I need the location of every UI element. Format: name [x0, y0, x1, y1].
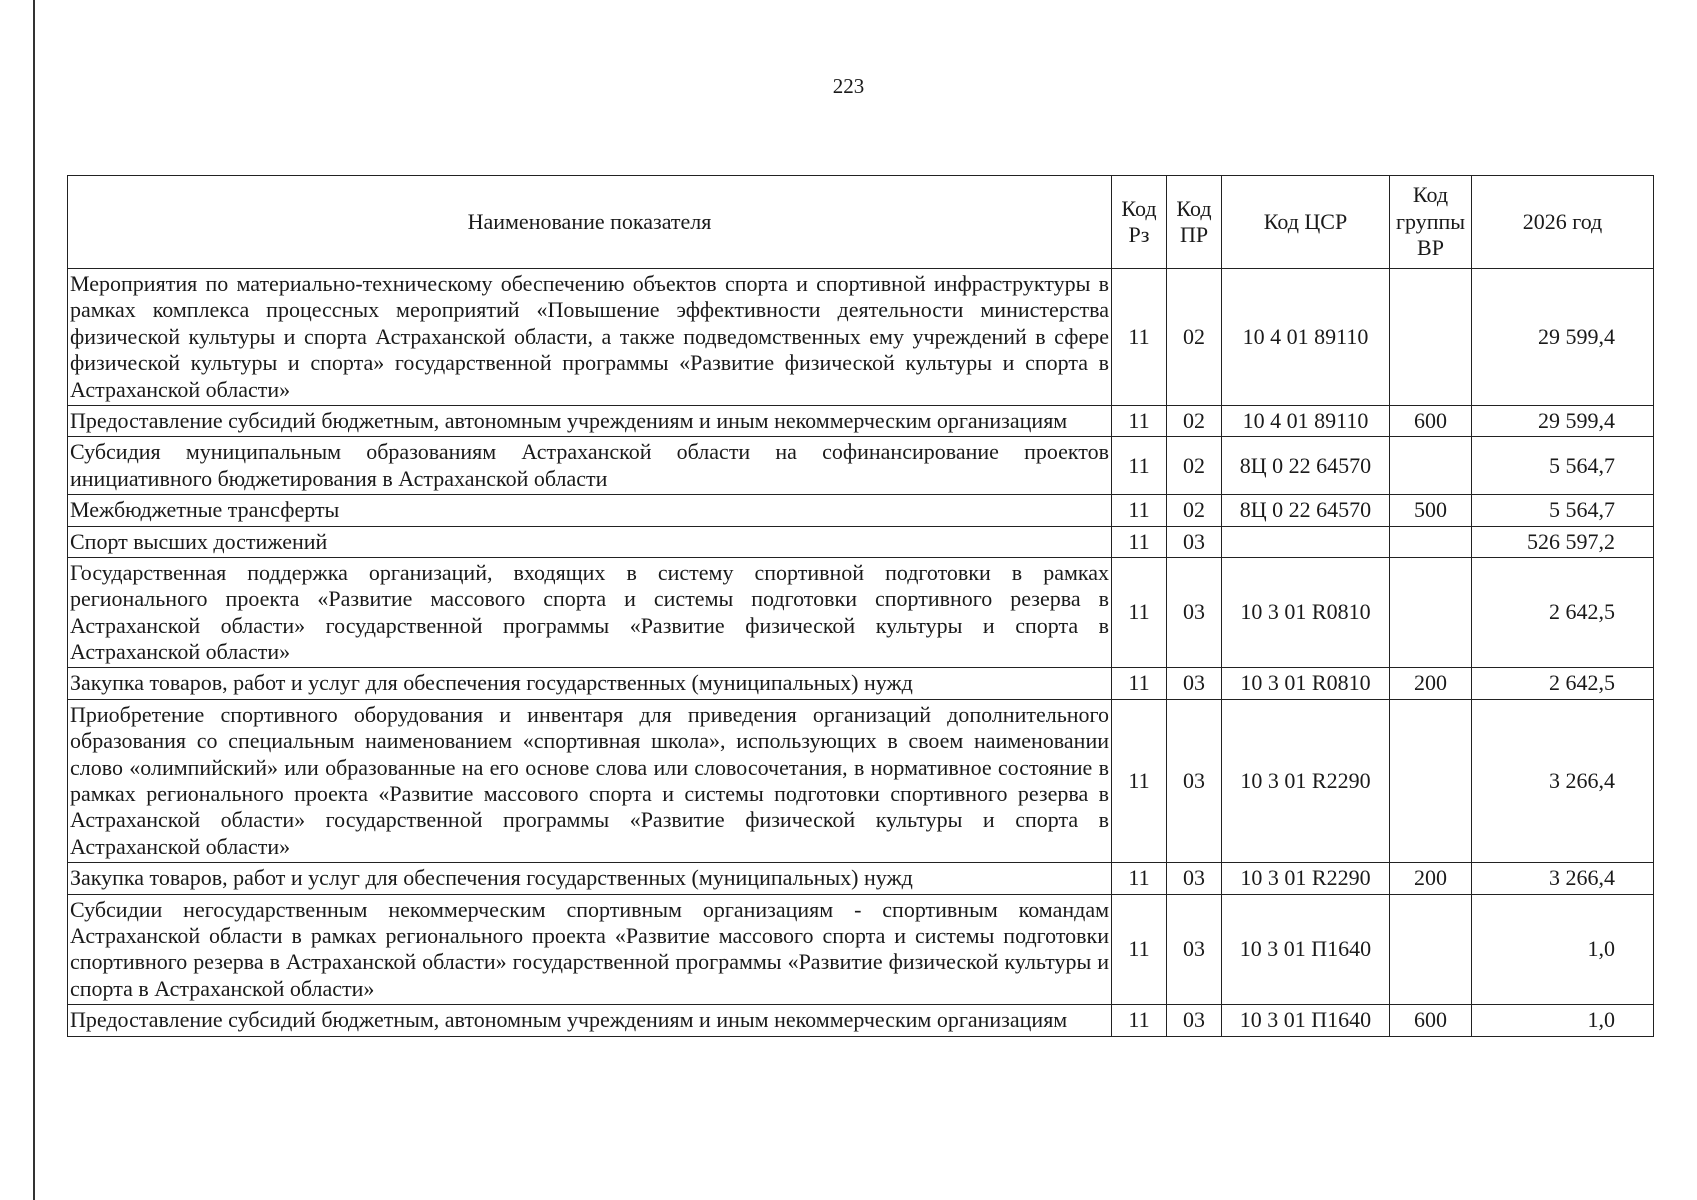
- cell-amount: 2 642,5: [1472, 557, 1654, 668]
- cell-amount: 5 564,7: [1472, 437, 1654, 495]
- cell-vr: [1390, 894, 1472, 1005]
- cell-name: Предоставление субсидий бюджетным, автономным учреждениям и иным некоммерческим организациям: [68, 405, 1112, 436]
- table-row: [68, 668, 1654, 699]
- cell-vr: [1390, 557, 1472, 668]
- cell-csr: 10 3 01 П1640: [1222, 1005, 1390, 1036]
- table-row: [68, 269, 1654, 406]
- cell-pr: 02: [1167, 495, 1222, 526]
- cell-rz: 11: [1112, 1005, 1167, 1036]
- cell-name: Закупка товаров, работ и услуг для обеспечения государственных (муниципальных) нужд: [68, 863, 1112, 894]
- cell-amount: 2 642,5: [1472, 668, 1654, 699]
- cell-vr: [1390, 437, 1472, 495]
- cell-amount: 5 564,7: [1472, 495, 1654, 526]
- cell-pr: 02: [1167, 269, 1222, 406]
- cell-amount: 526 597,2: [1472, 526, 1654, 557]
- cell-pr: 03: [1167, 863, 1222, 894]
- cell-rz: 11: [1112, 557, 1167, 668]
- page-number: 223: [832, 74, 865, 98]
- cell-rz: 11: [1112, 863, 1167, 894]
- cell-vr: 200: [1390, 863, 1472, 894]
- binding-margin-line: [33, 0, 35, 1200]
- cell-vr: [1390, 526, 1472, 557]
- cell-vr: [1390, 699, 1472, 862]
- cell-amount: 3 266,4: [1472, 863, 1654, 894]
- table-body: [68, 269, 1654, 1037]
- cell-name: Предоставление субсидий бюджетным, автономным учреждениям и иным некоммерческим организациям: [68, 1005, 1112, 1036]
- cell-csr: 8Ц 0 22 64570: [1222, 437, 1390, 495]
- table-row: [68, 557, 1654, 668]
- header-name: Наименование показателя: [68, 176, 1112, 269]
- header-rz: Код Рз: [1112, 176, 1167, 269]
- cell-rz: 11: [1112, 699, 1167, 862]
- cell-vr: 200: [1390, 668, 1472, 699]
- cell-pr: 03: [1167, 1005, 1222, 1036]
- cell-vr: 600: [1390, 1005, 1472, 1036]
- cell-name: Государственная поддержка организаций, входящих в систему спортивной подготовки в рамках регионального проекта «Развитие массового спорта и системы подготовки спортивного резерва в Астраханской области» государственной программы «Развитие физической культуры и спорта в Астраханской области»: [68, 557, 1112, 668]
- cell-name: Спорт высших достижений: [68, 526, 1112, 557]
- cell-csr: 10 4 01 89110: [1222, 405, 1390, 436]
- cell-vr: 500: [1390, 495, 1472, 526]
- cell-rz: 11: [1112, 437, 1167, 495]
- cell-csr: 10 3 01 П1640: [1222, 894, 1390, 1005]
- header-csr: Код ЦСР: [1222, 176, 1390, 269]
- cell-name: Субсидии негосударственным некоммерческим спортивным организациям - спортивным командам Астраханской области в рамках регионального проекта «Развитие массового спорта и системы подготовки спортивного резерва в Астраханской области» государственной программы «Развитие физической культуры и спорта в Астраханской области»: [68, 894, 1112, 1005]
- cell-csr: 10 4 01 89110: [1222, 269, 1390, 406]
- header-vr: Код группы ВР: [1390, 176, 1472, 269]
- cell-amount: 3 266,4: [1472, 699, 1654, 862]
- cell-csr: 8Ц 0 22 64570: [1222, 495, 1390, 526]
- cell-rz: 11: [1112, 526, 1167, 557]
- cell-pr: 03: [1167, 557, 1222, 668]
- cell-rz: 11: [1112, 894, 1167, 1005]
- cell-name: Закупка товаров, работ и услуг для обеспечения государственных (муниципальных) нужд: [68, 668, 1112, 699]
- cell-pr: 02: [1167, 405, 1222, 436]
- cell-csr: 10 3 01 R2290: [1222, 699, 1390, 862]
- table-row: [68, 495, 1654, 526]
- table-row: [68, 894, 1654, 1005]
- table-row: [68, 863, 1654, 894]
- cell-amount: 29 599,4: [1472, 269, 1654, 406]
- cell-rz: 11: [1112, 405, 1167, 436]
- cell-name: Межбюджетные трансферты: [68, 495, 1112, 526]
- cell-pr: 03: [1167, 668, 1222, 699]
- cell-pr: 03: [1167, 894, 1222, 1005]
- cell-rz: 11: [1112, 269, 1167, 406]
- cell-amount: 29 599,4: [1472, 405, 1654, 436]
- table-row: [68, 405, 1654, 436]
- cell-rz: 11: [1112, 668, 1167, 699]
- header-pr: Код ПР: [1167, 176, 1222, 269]
- table-row: [68, 1005, 1654, 1036]
- cell-pr: 03: [1167, 526, 1222, 557]
- cell-vr: [1390, 269, 1472, 406]
- header-amount: 2026 год: [1472, 176, 1654, 269]
- cell-rz: 11: [1112, 495, 1167, 526]
- budget-table: [67, 175, 1654, 1037]
- cell-pr: 03: [1167, 699, 1222, 862]
- cell-csr: [1222, 526, 1390, 557]
- cell-amount: 1,0: [1472, 1005, 1654, 1036]
- table-row: [68, 437, 1654, 495]
- cell-pr: 02: [1167, 437, 1222, 495]
- cell-csr: 10 3 01 R0810: [1222, 557, 1390, 668]
- cell-vr: 600: [1390, 405, 1472, 436]
- table-header-row: [68, 176, 1654, 269]
- table-row: [68, 699, 1654, 862]
- cell-name: Приобретение спортивного оборудования и инвентаря для приведения организаций дополнительного образования со специальным наименованием «спортивная школа», использующих в своем наименовании слово «олимпийский» или образованные на его основе слова или словосочетания, в нормативное состояние в рамках регионального проекта «Развитие массового спорта и системы подготовки спортивного резерва в Астраханской области» государственной программы «Развитие физической культуры и спорта в Астраханской области»: [68, 699, 1112, 862]
- cell-csr: 10 3 01 R2290: [1222, 863, 1390, 894]
- cell-name: Субсидия муниципальным образованиям Астраханской области на софинансирование проектов инициативного бюджетирования в Астраханской области: [68, 437, 1112, 495]
- cell-amount: 1,0: [1472, 894, 1654, 1005]
- cell-csr: 10 3 01 R0810: [1222, 668, 1390, 699]
- cell-name: Мероприятия по материально-техническому обеспечению объектов спорта и спортивной инфраструктуры в рамках комплекса процессных мероприятий «Повышение эффективности деятельности министерства физической культуры и спорта Астраханской области, а также подведомственных ему учреждений в сфере физической культуры и спорта» государственной программы «Развитие физической культуры и спорта в Астраханской области»: [68, 269, 1112, 406]
- table-row: [68, 526, 1654, 557]
